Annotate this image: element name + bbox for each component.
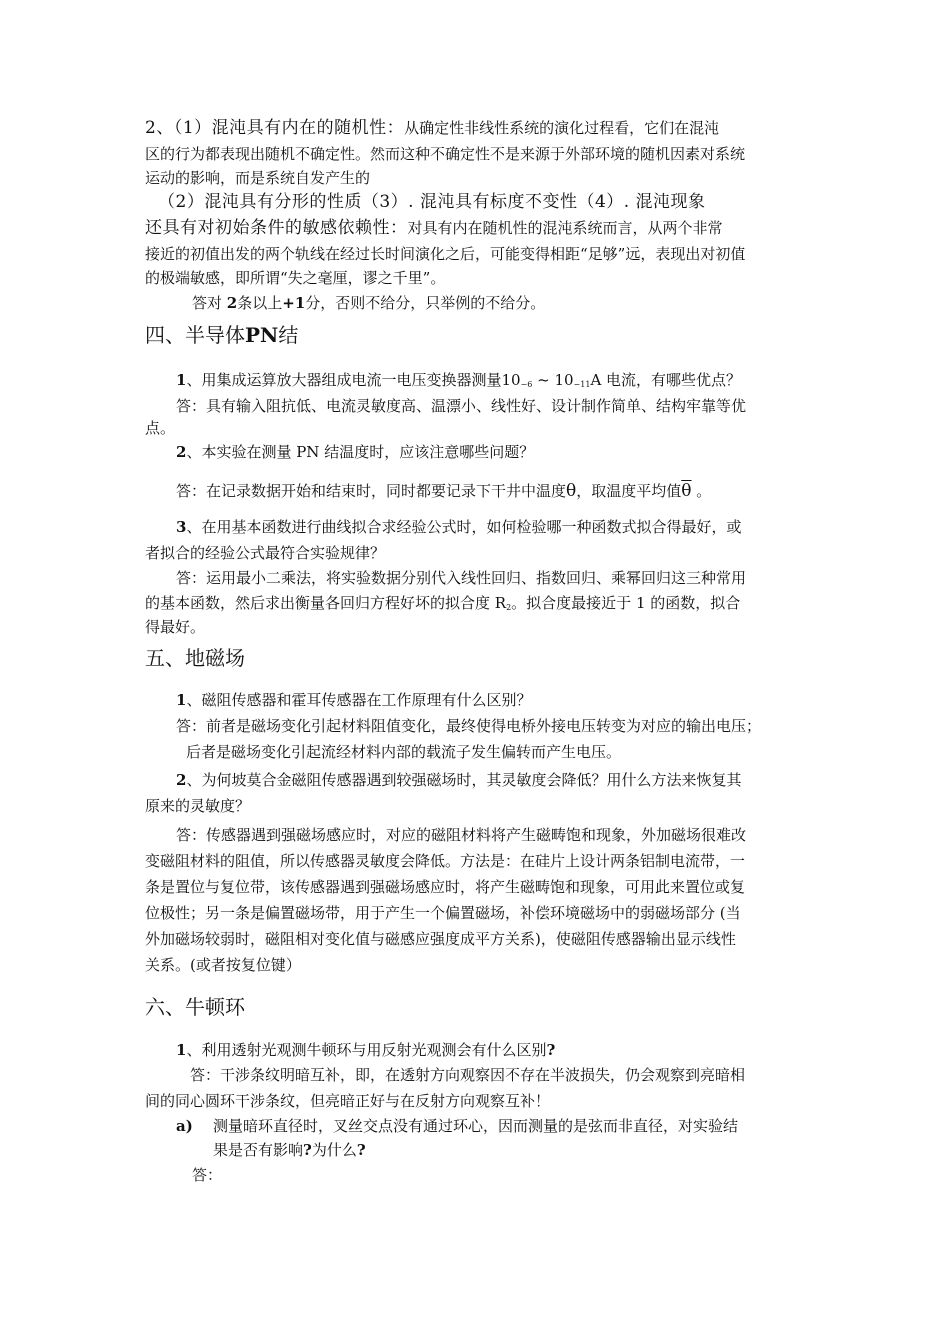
pn-question-1: 1、用集成运算放大器组成电流一电压变换器测量$10_{-6}$ ~ $10_{-11}A$ 电流，有哪些优点？ <box>176 371 742 389</box>
theta-mean-symbol: $\overline{\theta}$ <box>681 481 692 501</box>
newton-question-1: 1、利用透射光观测牛顿环与用反射光观测会有什么区别? <box>176 1041 556 1059</box>
newton-subquestion-a-label: a) <box>176 1117 193 1135</box>
newton-subquestion-a-line2: 果是否有影响?为什么? <box>213 1141 366 1159</box>
geo-answer-2-line2: 变磁阻材料的阻值，所以传感器灵敏度会降低。方法是：在硅片上设计两条铝制电流带，一 <box>145 852 746 870</box>
chaos-q2-line4: （2）混沌具有分形的性质（3）. 混沌具有标度不变性（4）. 混沌现象 <box>158 192 706 212</box>
pn-answer-1-line1: 答：具有输入阻抗低、电流灵敏度高、温漂小、线性好、设计制作简单、结构牢靠等优 <box>176 397 747 415</box>
section-heading-pn-junction: 四、半导体PN结 <box>145 323 299 347</box>
newton-answer-1-line1: 答：干涉条纹明暗互补，即，在透射方向观察因不存在半波损失，仍会观察到亮暗相 <box>190 1066 746 1084</box>
pn-answer-3-line1: 答：运用最小二乘法，将实验数据分别代入线性回归、指数回归、乘幂回归这三种常用 <box>176 569 747 587</box>
geo-answer-2-line4: 位极性；另一条是偏置磁场带，用于产生一个偏置磁场，补偿环境磁场中的弱磁场部分 (当 <box>145 904 741 922</box>
chaos-q2-line2: 区的行为都表现出随机不确定性。然而这种不确定性不是来源于外部环境的随机因素对系统 <box>145 145 746 163</box>
geo-answer-1-line1: 答：前者是磁场变化引起材料阻值变化，最终使得电桥外接电压转变为对应的输出电压； <box>176 717 762 735</box>
theta-symbol: θ <box>566 481 577 501</box>
geo-answer-2-line6: 关系。(或者按复位键） <box>145 956 301 974</box>
geo-question-2-line1: 2、为何坡莫合金磁阻传感器遇到较强磁场时，其灵敏度会降低？用什么方法来恢复其 <box>176 771 742 789</box>
geo-answer-1-line2: 后者是磁场变化引起流经材料内部的载流子发生偏转而产生电压。 <box>186 743 622 761</box>
section-heading-newton-rings: 六、牛顿环 <box>145 995 245 1019</box>
newton-subquestion-a-line1: 测量暗环直径时，叉丝交点没有通过环心，因而测量的是弦而非直径，对实验结 <box>213 1117 739 1135</box>
pn-question-3-line1: 3、在用基本函数进行曲线拟合求经验公式时，如何检验哪一种函数式拟合得最好，或 <box>176 518 742 536</box>
pn-question-3-line2: 者拟合的经验公式最符合实验规律？ <box>145 544 386 562</box>
geo-question-1: 1、磁阻传感器和霍耳传感器在工作原理有什么区别？ <box>176 691 532 709</box>
geo-answer-2-line1: 答：传感器遇到强磁场感应时，对应的磁阻材料将产生磁畴饱和现象，外加磁场很难改 <box>176 826 747 844</box>
newton-answer-a-label: 答： <box>192 1166 223 1184</box>
chaos-q2-line5: 还具有对初始条件的敏感依赖性：对具有内在随机性的混沌系统而言，从两个非常 <box>145 218 723 238</box>
pn-answer-2: 答：在记录数据开始和结束时，同时都要记录下干井中温度θ，取温度平均值$\overline{\theta}$ 。 <box>176 481 712 501</box>
geo-question-2-line2: 原来的灵敏度？ <box>145 797 251 815</box>
pn-answer-3-line3: 得最好。 <box>145 618 206 636</box>
chaos-q2-line3: 运动的影响，而是系统自发产生的 <box>145 169 371 187</box>
geo-answer-2-line3: 条是置位与复位带，该传感器遇到强磁场感应时，将产生磁畴饱和现象，可用此来置位或复 <box>145 878 746 896</box>
pn-answer-1-line2: 点。 <box>145 419 176 437</box>
pn-answer-3-line2: 的基本函数，然后求出衡量各回归方程好坏的拟合度 $R_2$。拟合度最接近于 1 的函数，拟合 <box>145 594 741 612</box>
chaos-q2-line7: 的极端敏感，即所谓“失之毫厘，谬之千里”。 <box>145 269 446 287</box>
chaos-q2-line1: 2、（1）混沌具有内在的随机性：从确定性非线性系统的演化过程看，它们在混沌 <box>145 118 720 138</box>
pn-question-2: 2、本实验在测量 PN 结温度时，应该注意哪些问题？ <box>176 443 535 461</box>
section-heading-geomagnetic: 五、地磁场 <box>145 646 245 670</box>
geo-answer-2-line5: 外加磁场较弱时，磁阻相对变化值与磁感应强度成平方关系)，使磁阻传感器输出显示线性 <box>145 930 736 948</box>
scoring-note: 答对 2条以上+1分，否则不给分，只举例的不给分。 <box>192 294 546 312</box>
chaos-q2-line6: 接近的初值出发的两个轨线在经过长时间演化之后，可能变得相距“足够”远，表现出对初值 <box>145 245 746 263</box>
newton-answer-1-line2: 间的同心圆环干涉条纹，但亮暗正好与在反射方向观察互补！ <box>145 1092 551 1110</box>
